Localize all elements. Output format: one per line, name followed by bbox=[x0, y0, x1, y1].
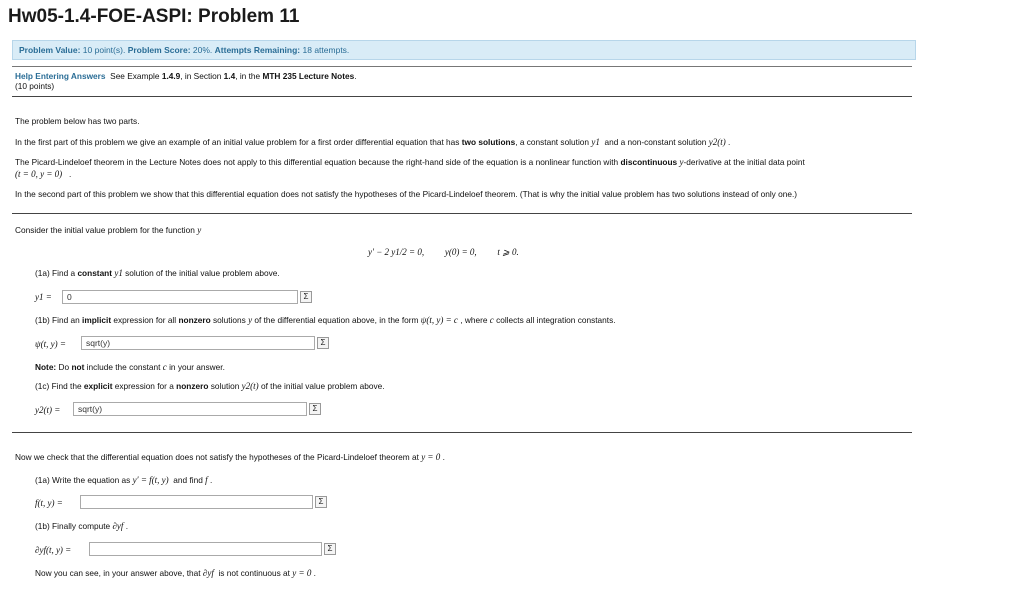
answer-1b-input[interactable]: sqrt(y) bbox=[81, 336, 315, 350]
note-label: Note: bbox=[35, 362, 57, 372]
answer-1b-label bbox=[35, 339, 66, 349]
problem-value-label: Problem Value: bbox=[19, 45, 81, 55]
sigma-icon[interactable]: Σ bbox=[317, 337, 329, 349]
math-y0: y = 0 bbox=[421, 452, 441, 462]
answer-1c-input[interactable]: sqrt(y) bbox=[73, 402, 307, 416]
math-y: y bbox=[197, 225, 202, 235]
note-text-part: in your answer. bbox=[169, 362, 225, 372]
intro-bold: discontinuous bbox=[620, 157, 678, 167]
q-text: , where bbox=[460, 315, 488, 325]
note-text-part: include the constant bbox=[86, 362, 161, 372]
question-1c bbox=[35, 381, 385, 391]
ode-equation bbox=[368, 247, 519, 258]
math-f: f bbox=[205, 475, 208, 485]
help-text: See Example bbox=[110, 71, 160, 81]
note-bold: not bbox=[71, 362, 85, 372]
math-y2t: y2(t) bbox=[708, 137, 726, 147]
q-text: solutions bbox=[213, 315, 246, 325]
question-1a bbox=[35, 268, 280, 278]
help-line bbox=[15, 71, 357, 81]
help-example: 1.4.9 bbox=[161, 71, 181, 81]
consider-text bbox=[15, 225, 201, 235]
math-c: c bbox=[489, 315, 494, 325]
divider bbox=[12, 66, 912, 67]
part2-intro: Now we check that the differential equation does not satisfy the hypotheses of the Picard-Lindeloef theorem at y = 0 . bbox=[15, 452, 445, 462]
help-text: , in the bbox=[235, 71, 261, 81]
consider-label: Consider the initial value problem for the function bbox=[15, 225, 195, 235]
intro-paragraph-2: In the first part of this problem we give an example of an initial value problem for a first order differential equation that has two solutions, a constant solution y1 and a non-constant solution y2(t) . bbox=[15, 137, 731, 147]
answer-1c-label bbox=[35, 405, 60, 415]
initial-point: (t = 0, y = 0) . bbox=[15, 169, 72, 179]
intro-text: The Picard-Lindeloef theorem in the Lecture Notes does not apply to this differential equation because the right-hand side of the equation is a nonlinear function with bbox=[15, 157, 619, 167]
math-initial-condition: y(0) = 0, bbox=[444, 247, 477, 257]
sigma-icon[interactable]: Σ bbox=[324, 543, 336, 555]
math-dyf-eq: ∂yf(t, y) = bbox=[35, 545, 72, 555]
math-y1-eq: y1 = bbox=[35, 292, 52, 302]
intro-text: , a constant solution bbox=[515, 137, 590, 147]
problem-value: 10 point(s). bbox=[82, 45, 126, 55]
math-c: c bbox=[162, 362, 167, 372]
q-bold: explicit bbox=[83, 381, 113, 391]
problem-score-label: Problem Score: bbox=[127, 45, 191, 55]
sigma-icon[interactable]: Σ bbox=[315, 496, 327, 508]
question-2a: (1a) Write the equation as y′ = f(t, y) and find f . bbox=[35, 475, 213, 485]
q-text: and find bbox=[173, 475, 203, 485]
question-1b bbox=[35, 315, 616, 325]
math-ode: y′ − 2 y1/2 = 0, bbox=[368, 247, 425, 257]
math-f-eq: f(t, y) = bbox=[35, 498, 63, 508]
help-text: , in Section bbox=[180, 71, 222, 81]
attempts-label: Attempts Remaining: bbox=[214, 45, 301, 55]
part2-intro-text: Now we check that the differential equation does not satisfy the hypotheses of the Picard-Lindeloef theorem at bbox=[15, 452, 419, 462]
sigma-icon[interactable]: Σ bbox=[300, 291, 312, 303]
math-psi-eq: ψ(t, y) = bbox=[35, 339, 66, 349]
intro-bold: two solutions bbox=[461, 137, 516, 147]
points-label: (10 points) bbox=[15, 81, 55, 91]
answer-2a-label bbox=[35, 498, 63, 508]
math-y1: y1 bbox=[591, 137, 600, 147]
problem-info-bar bbox=[12, 40, 916, 60]
math-y2t: y2(t) bbox=[241, 381, 259, 391]
intro-text: and a non-constant solution bbox=[604, 137, 707, 147]
math-t-condition: t ⩾ 0. bbox=[497, 247, 519, 257]
answer-2a-input[interactable] bbox=[80, 495, 313, 509]
intro-paragraph-1: The problem below has two parts. bbox=[15, 116, 140, 126]
q-text: of the initial value problem above. bbox=[260, 381, 385, 391]
q-bold: nonzero bbox=[176, 381, 209, 391]
attempts-remaining: 18 attempts. bbox=[302, 45, 350, 55]
intro-text: -derivative at the initial data point bbox=[683, 157, 805, 167]
math-y1: y1 bbox=[114, 268, 123, 278]
q-text: solution bbox=[210, 381, 240, 391]
help-entering-answers-link[interactable]: Help Entering Answers bbox=[15, 71, 106, 81]
q-text: collects all integration constants. bbox=[496, 315, 616, 325]
q-bold: constant bbox=[77, 268, 113, 278]
q-text: of the differential equation above, in the form bbox=[254, 315, 419, 325]
q-bold: nonzero bbox=[178, 315, 211, 325]
q-text: expression for a bbox=[114, 381, 174, 391]
math-y0: y = 0 bbox=[292, 568, 312, 578]
sigma-icon[interactable]: Σ bbox=[309, 403, 321, 415]
math-dyf: ∂yf bbox=[202, 568, 214, 578]
note-text bbox=[35, 362, 225, 372]
q-bold: implicit bbox=[82, 315, 112, 325]
note-text-part: Do bbox=[58, 362, 70, 372]
problem-score: 20%. bbox=[192, 45, 213, 55]
q-text: (1c) Find the bbox=[35, 381, 82, 391]
lecture-notes-link[interactable]: MTH 235 Lecture Notes bbox=[262, 71, 355, 81]
answer-1a-label bbox=[35, 292, 52, 302]
q-text: (1b) Find an bbox=[35, 315, 80, 325]
q-text: (1a) Find a bbox=[35, 268, 76, 278]
q-text: solution of the initial value problem above. bbox=[125, 268, 280, 278]
page-title: Hw05-1.4-FOE-ASPI: Problem 11 bbox=[8, 6, 300, 27]
math-yprime-form: y′ = f(t, y) bbox=[132, 475, 169, 485]
intro-paragraph-3 bbox=[15, 157, 805, 167]
help-section: 1.4 bbox=[223, 71, 236, 81]
q-text: (1a) Write the equation as bbox=[35, 475, 131, 485]
math-dyf: ∂yf bbox=[112, 521, 124, 531]
q-text: expression for all bbox=[113, 315, 177, 325]
divider bbox=[12, 96, 912, 97]
answer-1a-input[interactable]: 0 bbox=[62, 290, 298, 304]
math-y: y bbox=[248, 315, 253, 325]
q-text: (1b) Finally compute bbox=[35, 521, 111, 531]
final-text: Now you can see, in your answer above, that bbox=[35, 568, 201, 578]
final-text: is not continuous at bbox=[218, 568, 290, 578]
answer-2b-label bbox=[35, 545, 71, 555]
divider bbox=[12, 432, 912, 433]
math-psi-form: ψ(t, y) = c bbox=[420, 315, 458, 325]
math-y2-eq: y2(t) = bbox=[35, 405, 61, 415]
question-2b: (1b) Finally compute ∂yf . bbox=[35, 521, 129, 531]
answer-2b-input[interactable] bbox=[89, 542, 322, 556]
intro-paragraph-4: In the second part of this problem we show that this differential equation does not satisfy the hypotheses of the Picard-Lindeloef theorem. (That is why the initial value problem has two solutions instead of only one.) bbox=[15, 189, 798, 199]
final-statement: Now you can see, in your answer above, that ∂yf is not continuous at y = 0 . bbox=[35, 568, 316, 578]
math-y: y bbox=[679, 157, 684, 167]
intro-text: In the first part of this problem we give an example of an initial value problem for a first order differential equation that has bbox=[15, 137, 460, 147]
math-point: (t = 0, y = 0) bbox=[15, 169, 63, 179]
divider bbox=[12, 213, 912, 214]
help-text: . bbox=[354, 71, 357, 81]
